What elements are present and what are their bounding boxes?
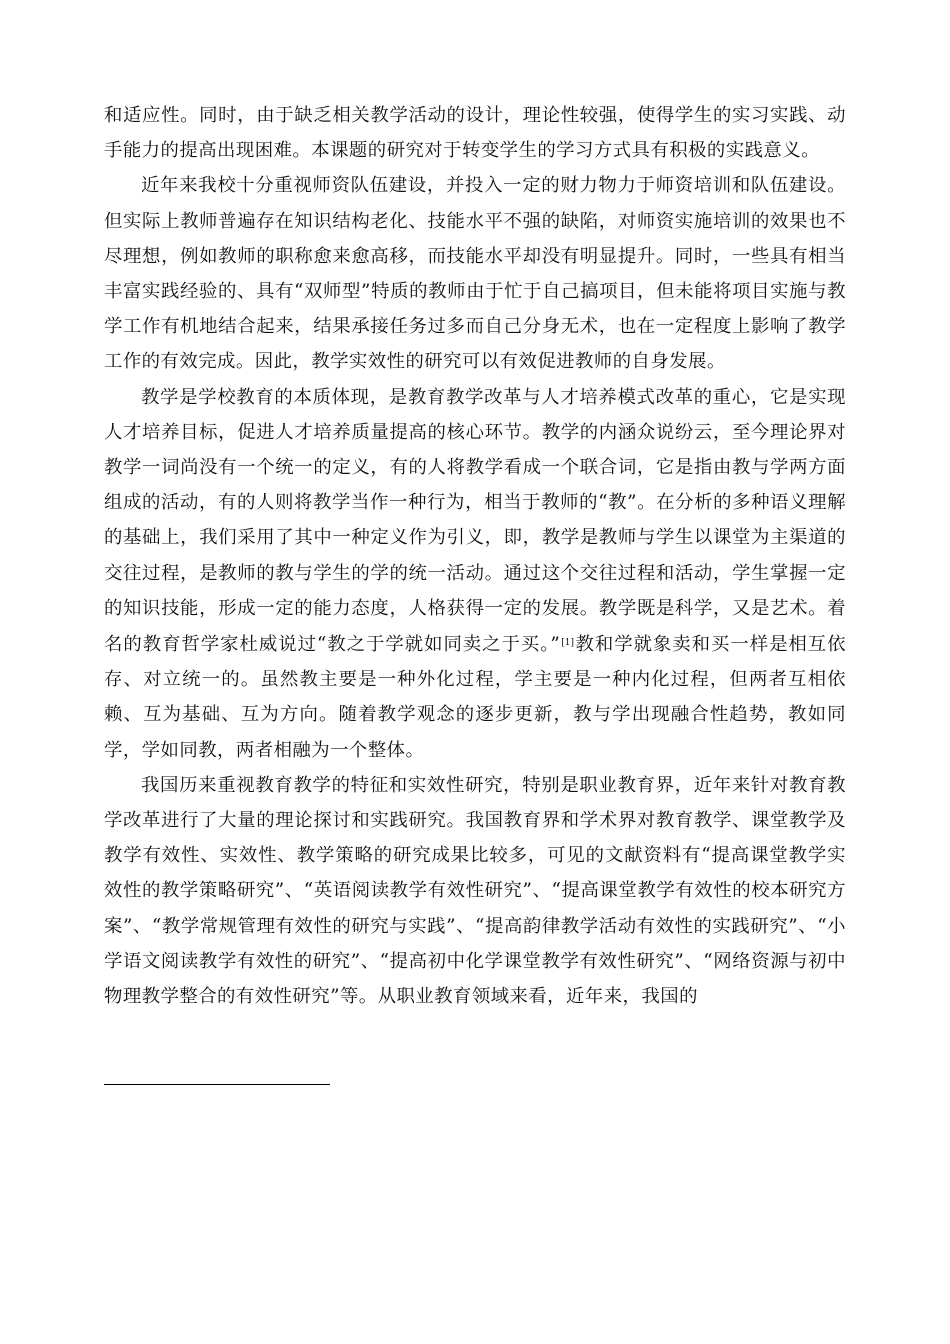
paragraph-2: 近年来我校十分重视师资队伍建设，并投入一定的财力物力于师资培训和队伍建设。但实际上教师普遍存在知识结构老化、技能水平不强的缺陷，对师资实施培训的效果也不尽理想，例如教师的职称愈来愈高移，而技能水平却没有明显提升。同时，一些具有相当丰富实践经验的、具有“双师型”特质的教师由于忙于自己搞项目，但未能将项目实施与教学工作有机地结合起来，结果承接任务过多而自己分身无术，也在一定程度上影响了教学工作的有效完成。因此，教学实效性的研究可以有效促进教师的自身发展。 — [104, 175, 846, 373]
paragraph-3-text-before-citation: 教学是学校教育的本质体现，是教育教学改革与人才培养模式改革的重心，它是实现人才培养目标，促进人才培养质量提高的核心环节。教学的内涵众说纷云，至今理论界对教学一词尚没有一个统一的定义，有的人将教学看成一个联合词，它是指由教与学两方面组成的活动，有的人则将教学当作一种行为，相当于教师的“教”。在分析的多种语义理解的基础上，我们采用了其中一种定义作为引义，即，教学是教师与学生以课堂为主渠道的交往过程，是教师的教与学生的学的统一活动。通过这个交往过程和活动，学生掌握一定的知识技能，形成一定的能力态度，人格获得一定的发展。教学既是科学，又是艺术。着名的教育哲学家杜威说过“教之于学就如同卖之于买。” — [104, 386, 846, 656]
paragraph-3-text-after-citation: 教和学就象卖和买一样是相互依存、对立统一的。虽然教主要是一种外化过程，学主要是一种内化过程，但两者互相依赖、互为基础、互为方向。随着教学观念的逐步更新，教与学出现融合性趋势，教如同学，学如同教，两者相融为一个整体。 — [104, 634, 846, 761]
document-page — [104, 98, 846, 1014]
paragraph-1: 和适应性。同时，由于缺乏相关教学活动的设计，理论性较强，使得学生的实习实践、动手能力的提高出现困难。本课题的研究对于转变学生的学习方式具有积极的实践意义。 — [104, 105, 846, 162]
citation-marker: [1] — [561, 638, 574, 649]
paragraph-3 — [104, 380, 846, 768]
paragraph-4: 我国历来重视教育教学的特征和实效性研究，特别是职业教育界，近年来针对教育教学改革进行了大量的理论探讨和实践研究。我国教育界和学术界对教育教学、课堂教学及教学有效性、实效性、教学策略的研究成果比较多，可见的文献资料有“提高课堂教学实效性的教学策略研究”、“英语阅读教学有效性研究”、“提高课堂教学有效性的校本研究方案”、“教学常规管理有效性的研究与实践”、“提高韵律教学活动有效性的实践研究”、“小学语文阅读教学有效性的研究”、“提高初中化学课堂教学有效性研究”、“网络资源与初中物理教学整合的有效性研究”等。从职业教育领域来看，近年来，我国的 — [104, 774, 846, 1008]
footnote-separator-line — [104, 1084, 330, 1085]
